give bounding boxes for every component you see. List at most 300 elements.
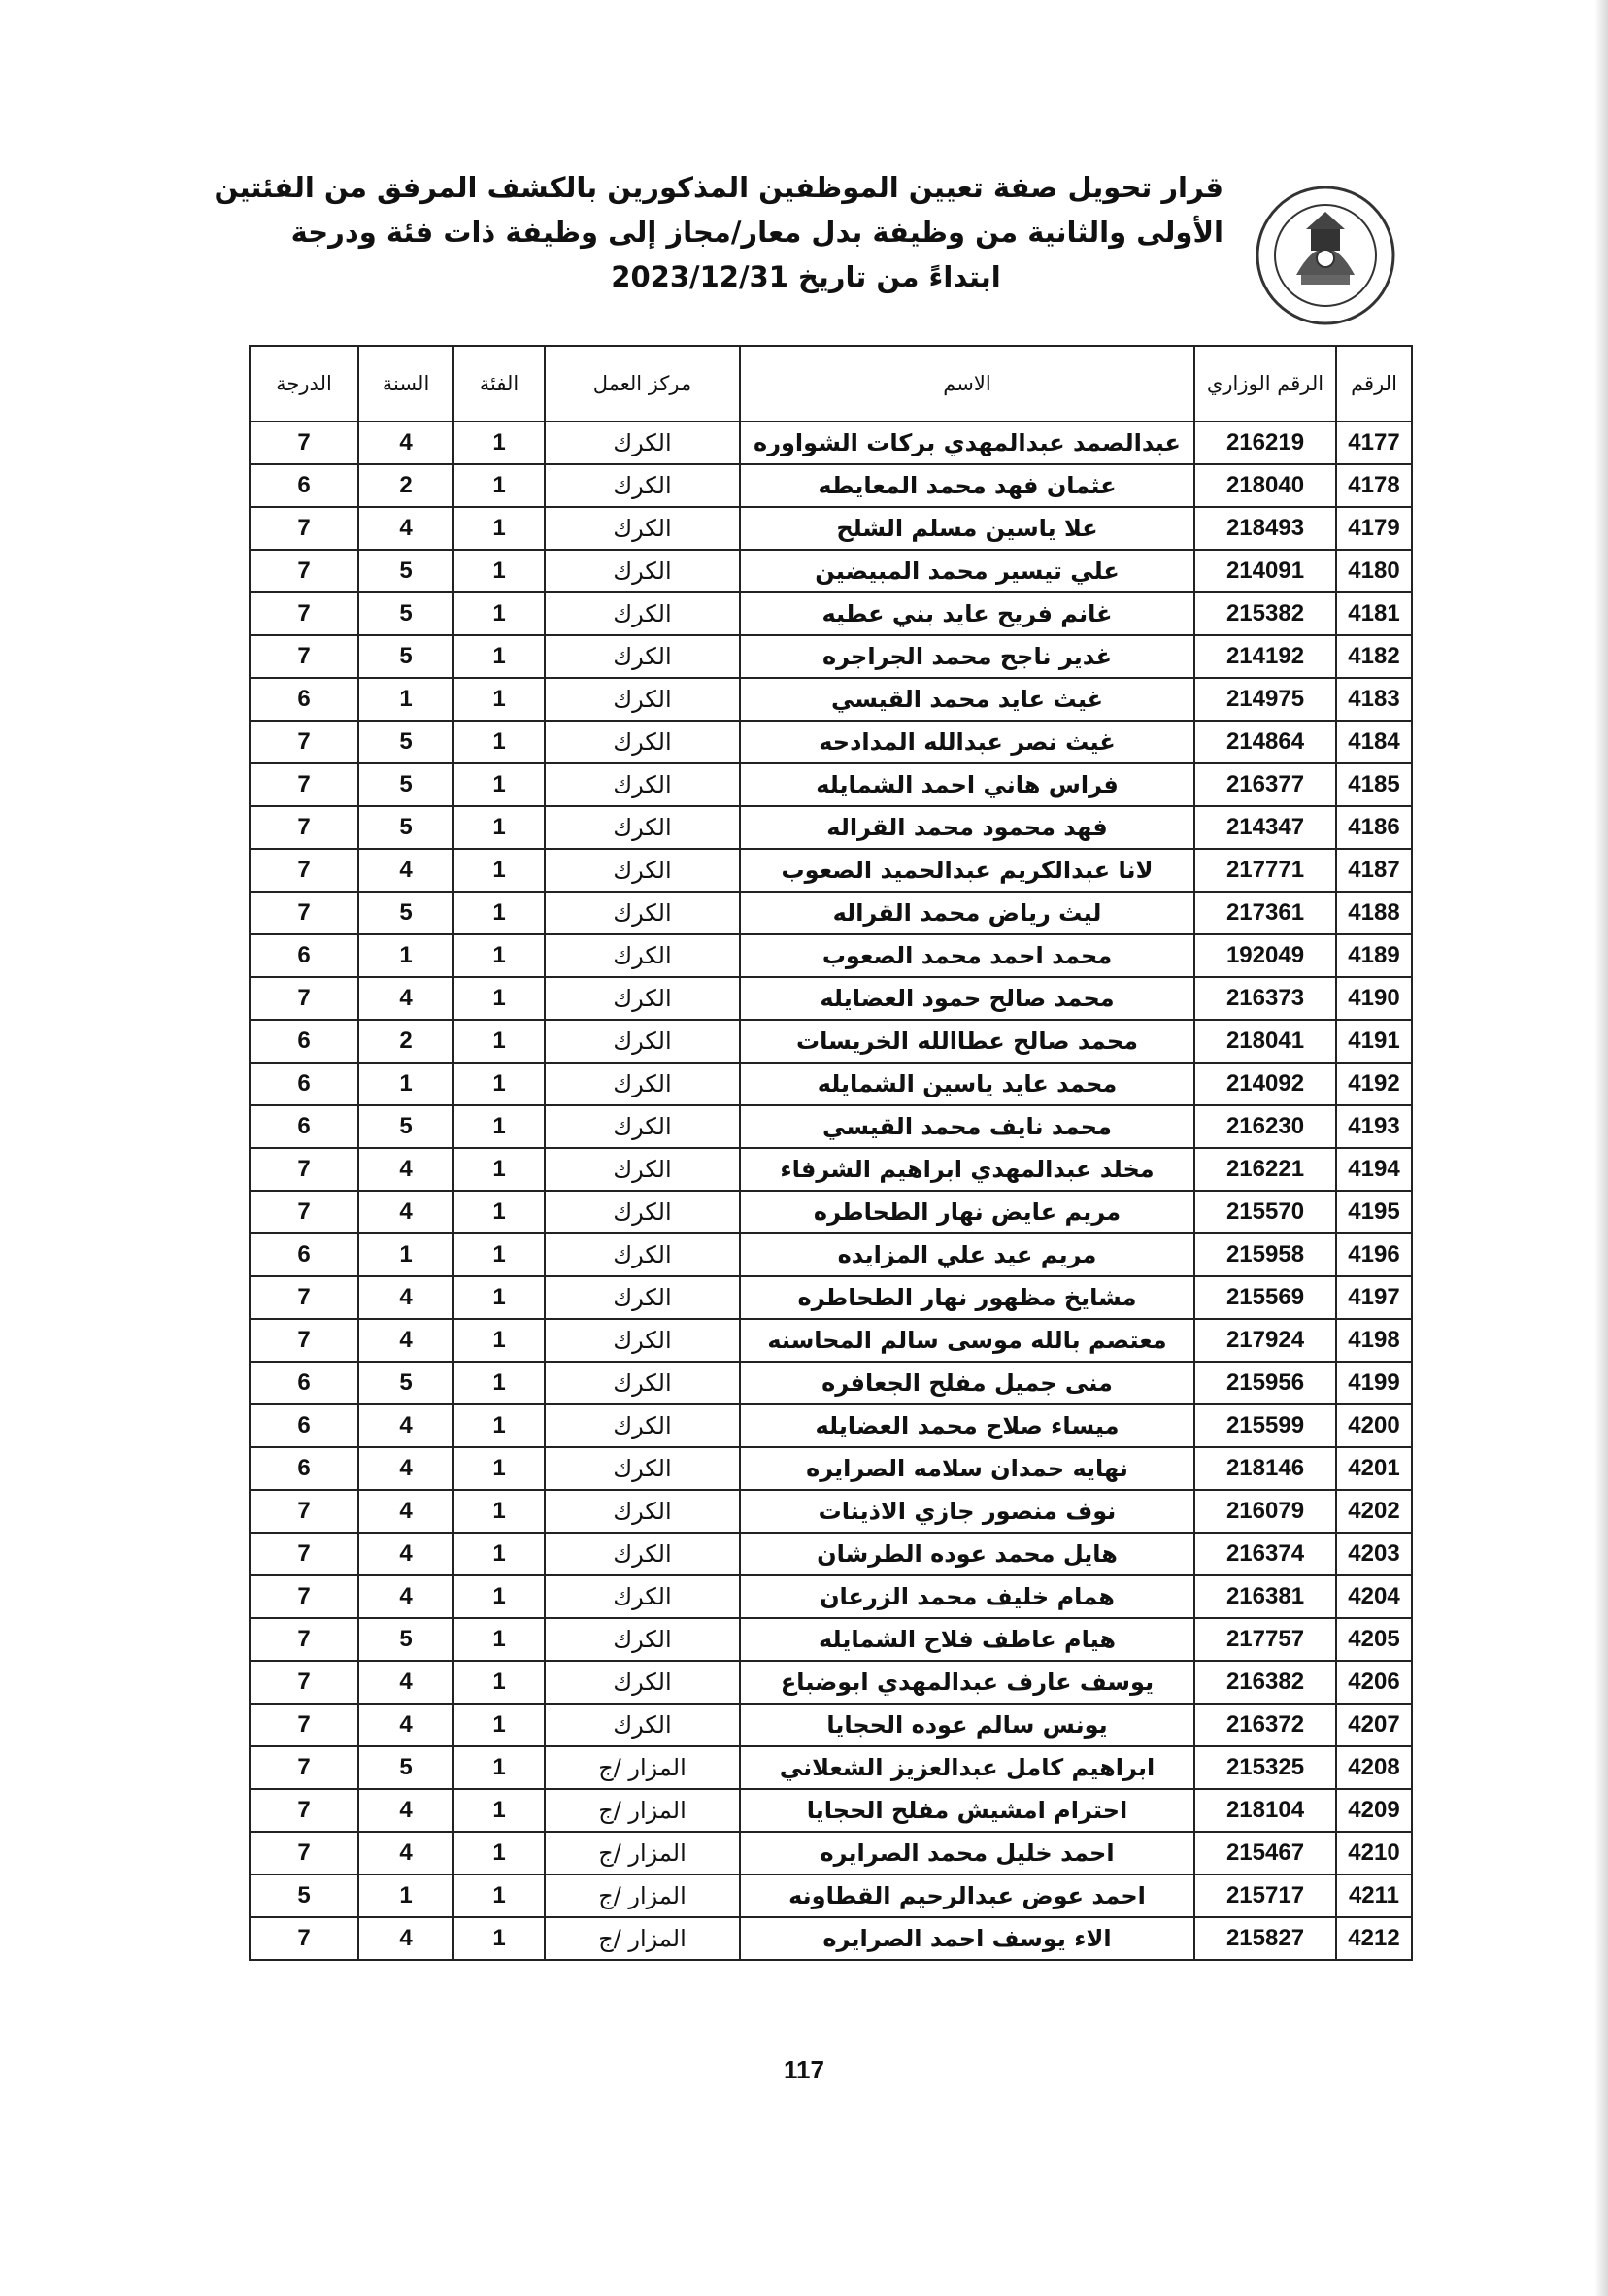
cell-work-center: المزار /ج bbox=[545, 1789, 740, 1832]
cell-number: 4188 bbox=[1336, 892, 1412, 934]
table-row bbox=[250, 1020, 1412, 1063]
cell-work-center: الكرك bbox=[545, 1105, 740, 1148]
cell-work-center: الكرك bbox=[545, 507, 740, 550]
cell-number: 4208 bbox=[1336, 1746, 1412, 1789]
cell-work-center: الكرك bbox=[545, 1404, 740, 1447]
cell-grade: 7 bbox=[250, 763, 358, 806]
cell-grade: 6 bbox=[250, 1063, 358, 1105]
cell-grade: 7 bbox=[250, 635, 358, 678]
cell-ministry-number: 216377 bbox=[1194, 763, 1336, 806]
header-number: الرقم bbox=[1336, 346, 1412, 422]
cell-name: معتصم بالله موسى سالم المحاسنه bbox=[740, 1319, 1194, 1362]
cell-name: فراس هاني احمد الشمايله bbox=[740, 763, 1194, 806]
table-row bbox=[250, 849, 1412, 892]
cell-work-center: الكرك bbox=[545, 1618, 740, 1661]
table-row bbox=[250, 1276, 1412, 1319]
cell-year: 5 bbox=[358, 892, 453, 934]
cell-grade: 7 bbox=[250, 1661, 358, 1704]
table-body bbox=[250, 422, 1412, 1960]
cell-grade: 7 bbox=[250, 550, 358, 592]
cell-work-center: الكرك bbox=[545, 849, 740, 892]
cell-category: 1 bbox=[453, 1148, 545, 1191]
cell-grade: 6 bbox=[250, 1404, 358, 1447]
table-row bbox=[250, 422, 1412, 464]
header-work-center: مركز العمل bbox=[545, 346, 740, 422]
table-row bbox=[250, 806, 1412, 849]
cell-work-center: المزار /ج bbox=[545, 1874, 740, 1917]
cell-grade: 7 bbox=[250, 977, 358, 1020]
cell-work-center: الكرك bbox=[545, 550, 740, 592]
table-row bbox=[250, 892, 1412, 934]
cell-ministry-number: 215958 bbox=[1194, 1233, 1336, 1276]
cell-year: 4 bbox=[358, 1832, 453, 1874]
cell-name: عبدالصمد عبدالمهدي بركات الشواوره bbox=[740, 422, 1194, 464]
cell-name: احمد عوض عبدالرحيم القطاونه bbox=[740, 1874, 1194, 1917]
cell-name: فهد محمود محمد القراله bbox=[740, 806, 1194, 849]
cell-year: 1 bbox=[358, 678, 453, 721]
cell-number: 4180 bbox=[1336, 550, 1412, 592]
cell-name: ليث رياض محمد القراله bbox=[740, 892, 1194, 934]
table-row bbox=[250, 1233, 1412, 1276]
cell-name: محمد احمد محمد الصعوب bbox=[740, 934, 1194, 977]
cell-number: 4198 bbox=[1336, 1319, 1412, 1362]
cell-year: 5 bbox=[358, 592, 453, 635]
cell-year: 4 bbox=[358, 1917, 453, 1960]
cell-category: 1 bbox=[453, 806, 545, 849]
cell-grade: 6 bbox=[250, 1447, 358, 1490]
cell-ministry-number: 214975 bbox=[1194, 678, 1336, 721]
cell-category: 1 bbox=[453, 1618, 545, 1661]
cell-number: 4191 bbox=[1336, 1020, 1412, 1063]
cell-name: غيث نصر عبدالله المدادحه bbox=[740, 721, 1194, 763]
cell-category: 1 bbox=[453, 849, 545, 892]
cell-year: 4 bbox=[358, 1404, 453, 1447]
cell-ministry-number: 214092 bbox=[1194, 1063, 1336, 1105]
cell-name: لانا عبدالكريم عبدالحميد الصعوب bbox=[740, 849, 1194, 892]
table-header-row bbox=[250, 346, 1412, 422]
cell-number: 4201 bbox=[1336, 1447, 1412, 1490]
page-number: 117 bbox=[784, 2055, 824, 2084]
cell-number: 4184 bbox=[1336, 721, 1412, 763]
cell-year: 4 bbox=[358, 1148, 453, 1191]
header-year: السنة bbox=[358, 346, 453, 422]
cell-work-center: الكرك bbox=[545, 1704, 740, 1746]
cell-grade: 6 bbox=[250, 1362, 358, 1404]
cell-name: محمد نايف محمد القيسي bbox=[740, 1105, 1194, 1148]
cell-name: غانم فريح عايد بني عطيه bbox=[740, 592, 1194, 635]
cell-grade: 7 bbox=[250, 507, 358, 550]
cell-number: 4181 bbox=[1336, 592, 1412, 635]
cell-name: منى جميل مفلح الجعافره bbox=[740, 1362, 1194, 1404]
cell-year: 4 bbox=[358, 1319, 453, 1362]
cell-work-center: الكرك bbox=[545, 1533, 740, 1575]
cell-ministry-number: 217361 bbox=[1194, 892, 1336, 934]
cell-number: 4199 bbox=[1336, 1362, 1412, 1404]
cell-work-center: الكرك bbox=[545, 721, 740, 763]
cell-ministry-number: 214347 bbox=[1194, 806, 1336, 849]
cell-category: 1 bbox=[453, 1746, 545, 1789]
cell-category: 1 bbox=[453, 1233, 545, 1276]
cell-ministry-number: 215570 bbox=[1194, 1191, 1336, 1233]
cell-name: مخلد عبدالمهدي ابراهيم الشرفاء bbox=[740, 1148, 1194, 1191]
cell-category: 1 bbox=[453, 977, 545, 1020]
cell-number: 4183 bbox=[1336, 678, 1412, 721]
cell-work-center: الكرك bbox=[545, 1575, 740, 1618]
cell-number: 4211 bbox=[1336, 1874, 1412, 1917]
table-row bbox=[250, 678, 1412, 721]
cell-grade: 6 bbox=[250, 934, 358, 977]
cell-ministry-number: 216230 bbox=[1194, 1105, 1336, 1148]
cell-category: 1 bbox=[453, 1020, 545, 1063]
document-title bbox=[214, 165, 1223, 299]
cell-number: 4209 bbox=[1336, 1789, 1412, 1832]
cell-name: ميساء صلاح محمد العضايله bbox=[740, 1404, 1194, 1447]
table-row bbox=[250, 721, 1412, 763]
cell-ministry-number: 214192 bbox=[1194, 635, 1336, 678]
cell-ministry-number: 218040 bbox=[1194, 464, 1336, 507]
cell-name: الاء يوسف احمد الصرايره bbox=[740, 1917, 1194, 1960]
cell-grade: 7 bbox=[250, 806, 358, 849]
cell-ministry-number: 192049 bbox=[1194, 934, 1336, 977]
cell-category: 1 bbox=[453, 1917, 545, 1960]
cell-name: علي تيسير محمد المبيضين bbox=[740, 550, 1194, 592]
cell-year: 4 bbox=[358, 1575, 453, 1618]
cell-grade: 7 bbox=[250, 1319, 358, 1362]
table-row bbox=[250, 1789, 1412, 1832]
cell-category: 1 bbox=[453, 1404, 545, 1447]
table-row bbox=[250, 1404, 1412, 1447]
cell-number: 4212 bbox=[1336, 1917, 1412, 1960]
table-row bbox=[250, 977, 1412, 1020]
cell-year: 2 bbox=[358, 464, 453, 507]
cell-name: ابراهيم كامل عبدالعزيز الشعلاني bbox=[740, 1746, 1194, 1789]
cell-ministry-number: 218493 bbox=[1194, 507, 1336, 550]
cell-category: 1 bbox=[453, 1575, 545, 1618]
cell-year: 4 bbox=[358, 849, 453, 892]
cell-category: 1 bbox=[453, 763, 545, 806]
cell-number: 4195 bbox=[1336, 1191, 1412, 1233]
table-row bbox=[250, 1063, 1412, 1105]
cell-name: يوسف عارف عبدالمهدي ابوضباع bbox=[740, 1661, 1194, 1704]
cell-ministry-number: 215467 bbox=[1194, 1832, 1336, 1874]
table-row bbox=[250, 1618, 1412, 1661]
cell-name: نهايه حمدان سلامه الصرايره bbox=[740, 1447, 1194, 1490]
table-row bbox=[250, 1704, 1412, 1746]
cell-ministry-number: 216374 bbox=[1194, 1533, 1336, 1575]
cell-name: عثمان فهد محمد المعايطه bbox=[740, 464, 1194, 507]
cell-number: 4205 bbox=[1336, 1618, 1412, 1661]
table-row bbox=[250, 1832, 1412, 1874]
cell-name: محمد صالح عطاالله الخريسات bbox=[740, 1020, 1194, 1063]
cell-work-center: الكرك bbox=[545, 464, 740, 507]
cell-category: 1 bbox=[453, 1319, 545, 1362]
cell-category: 1 bbox=[453, 464, 545, 507]
cell-work-center: الكرك bbox=[545, 1148, 740, 1191]
cell-category: 1 bbox=[453, 592, 545, 635]
cell-ministry-number: 218146 bbox=[1194, 1447, 1336, 1490]
table-row bbox=[250, 1533, 1412, 1575]
cell-category: 1 bbox=[453, 1490, 545, 1533]
table-row bbox=[250, 1917, 1412, 1960]
table-row bbox=[250, 1148, 1412, 1191]
cell-work-center: الكرك bbox=[545, 678, 740, 721]
cell-category: 1 bbox=[453, 1447, 545, 1490]
cell-work-center: الكرك bbox=[545, 934, 740, 977]
table-row bbox=[250, 934, 1412, 977]
cell-year: 4 bbox=[358, 1490, 453, 1533]
cell-grade: 7 bbox=[250, 721, 358, 763]
cell-category: 1 bbox=[453, 1105, 545, 1148]
cell-grade: 7 bbox=[250, 592, 358, 635]
ministry-seal-icon bbox=[1253, 183, 1398, 328]
table-row bbox=[250, 763, 1412, 806]
cell-ministry-number: 216373 bbox=[1194, 977, 1336, 1020]
cell-category: 1 bbox=[453, 721, 545, 763]
cell-grade: 7 bbox=[250, 1618, 358, 1661]
cell-year: 4 bbox=[358, 977, 453, 1020]
title-line-2: الأولى والثانية من وظيفة بدل معار/مجاز إلى وظيفة ذات فئة ودرجة bbox=[290, 216, 1223, 249]
cell-ministry-number: 217771 bbox=[1194, 849, 1336, 892]
cell-category: 1 bbox=[453, 1276, 545, 1319]
cell-category: 1 bbox=[453, 635, 545, 678]
cell-year: 4 bbox=[358, 1661, 453, 1704]
cell-name: احترام امشيش مفلح الحجايا bbox=[740, 1789, 1194, 1832]
cell-name: هيام عاطف فلاح الشمايله bbox=[740, 1618, 1194, 1661]
cell-number: 4204 bbox=[1336, 1575, 1412, 1618]
cell-year: 5 bbox=[358, 806, 453, 849]
cell-number: 4194 bbox=[1336, 1148, 1412, 1191]
cell-grade: 7 bbox=[250, 1917, 358, 1960]
cell-category: 1 bbox=[453, 1191, 545, 1233]
cell-work-center: الكرك bbox=[545, 592, 740, 635]
cell-number: 4207 bbox=[1336, 1704, 1412, 1746]
table-row bbox=[250, 1105, 1412, 1148]
cell-category: 1 bbox=[453, 422, 545, 464]
cell-grade: 7 bbox=[250, 892, 358, 934]
cell-name: محمد عايد ياسين الشمايله bbox=[740, 1063, 1194, 1105]
table-row bbox=[250, 635, 1412, 678]
cell-ministry-number: 215599 bbox=[1194, 1404, 1336, 1447]
cell-ministry-number: 216221 bbox=[1194, 1148, 1336, 1191]
header-name: الاسم bbox=[740, 346, 1194, 422]
cell-name: يونس سالم عوده الحجايا bbox=[740, 1704, 1194, 1746]
cell-grade: 5 bbox=[250, 1874, 358, 1917]
cell-name: غدير ناجح محمد الجراجره bbox=[740, 635, 1194, 678]
cell-ministry-number: 218041 bbox=[1194, 1020, 1336, 1063]
cell-work-center: الكرك bbox=[545, 635, 740, 678]
table-row bbox=[250, 1874, 1412, 1917]
cell-name: هايل محمد عوده الطرشان bbox=[740, 1533, 1194, 1575]
cell-ministry-number: 215382 bbox=[1194, 592, 1336, 635]
cell-ministry-number: 215956 bbox=[1194, 1362, 1336, 1404]
cell-name: غيث عايد محمد القيسي bbox=[740, 678, 1194, 721]
cell-year: 4 bbox=[358, 1276, 453, 1319]
cell-category: 1 bbox=[453, 1874, 545, 1917]
cell-grade: 7 bbox=[250, 1575, 358, 1618]
cell-grade: 7 bbox=[250, 1789, 358, 1832]
cell-year: 5 bbox=[358, 550, 453, 592]
table-row bbox=[250, 1447, 1412, 1490]
cell-year: 5 bbox=[358, 763, 453, 806]
cell-name: احمد خليل محمد الصرايره bbox=[740, 1832, 1194, 1874]
cell-work-center: المزار /ج bbox=[545, 1917, 740, 1960]
table-row bbox=[250, 1661, 1412, 1704]
cell-number: 4192 bbox=[1336, 1063, 1412, 1105]
cell-ministry-number: 215569 bbox=[1194, 1276, 1336, 1319]
cell-name: علا ياسين مسلم الشلح bbox=[740, 507, 1194, 550]
cell-work-center: الكرك bbox=[545, 1490, 740, 1533]
cell-number: 4200 bbox=[1336, 1404, 1412, 1447]
cell-year: 5 bbox=[358, 1362, 453, 1404]
cell-name: محمد صالح حمود العضايله bbox=[740, 977, 1194, 1020]
cell-year: 4 bbox=[358, 422, 453, 464]
title-line-1: قرار تحويل صفة تعيين الموظفين المذكورين بالكشف المرفق من الفئتين bbox=[214, 171, 1223, 204]
cell-number: 4203 bbox=[1336, 1533, 1412, 1575]
header-grade: الدرجة bbox=[250, 346, 358, 422]
cell-year: 1 bbox=[358, 1063, 453, 1105]
cell-work-center: الكرك bbox=[545, 1319, 740, 1362]
cell-year: 1 bbox=[358, 1874, 453, 1917]
cell-category: 1 bbox=[453, 892, 545, 934]
cell-category: 1 bbox=[453, 550, 545, 592]
cell-ministry-number: 216382 bbox=[1194, 1661, 1336, 1704]
cell-work-center: الكرك bbox=[545, 1447, 740, 1490]
cell-year: 5 bbox=[358, 721, 453, 763]
cell-work-center: الكرك bbox=[545, 1276, 740, 1319]
table-row bbox=[250, 1490, 1412, 1533]
cell-ministry-number: 214864 bbox=[1194, 721, 1336, 763]
cell-work-center: الكرك bbox=[545, 422, 740, 464]
cell-name: همام خليف محمد الزرعان bbox=[740, 1575, 1194, 1618]
cell-grade: 6 bbox=[250, 1020, 358, 1063]
header-ministry-number: الرقم الوزاري bbox=[1194, 346, 1336, 422]
cell-work-center: الكرك bbox=[545, 763, 740, 806]
cell-grade: 7 bbox=[250, 1191, 358, 1233]
cell-number: 4185 bbox=[1336, 763, 1412, 806]
cell-year: 5 bbox=[358, 635, 453, 678]
cell-year: 4 bbox=[358, 1447, 453, 1490]
table-row bbox=[250, 1746, 1412, 1789]
document-header bbox=[214, 165, 1398, 359]
cell-grade: 7 bbox=[250, 849, 358, 892]
cell-grade: 7 bbox=[250, 1276, 358, 1319]
cell-category: 1 bbox=[453, 1661, 545, 1704]
cell-number: 4206 bbox=[1336, 1661, 1412, 1704]
cell-name: نوف منصور جازي الاذينات bbox=[740, 1490, 1194, 1533]
cell-ministry-number: 215717 bbox=[1194, 1874, 1336, 1917]
table-row bbox=[250, 592, 1412, 635]
cell-ministry-number: 216381 bbox=[1194, 1575, 1336, 1618]
cell-ministry-number: 217924 bbox=[1194, 1319, 1336, 1362]
cell-year: 4 bbox=[358, 507, 453, 550]
cell-year: 4 bbox=[358, 1704, 453, 1746]
cell-ministry-number: 217757 bbox=[1194, 1618, 1336, 1661]
cell-work-center: الكرك bbox=[545, 1661, 740, 1704]
cell-year: 5 bbox=[358, 1105, 453, 1148]
cell-year: 5 bbox=[358, 1746, 453, 1789]
cell-grade: 7 bbox=[250, 422, 358, 464]
title-line-3: ابتداءً من تاريخ 2023/12/31 bbox=[611, 260, 1001, 293]
cell-grade: 6 bbox=[250, 1233, 358, 1276]
cell-year: 5 bbox=[358, 1618, 453, 1661]
cell-work-center: الكرك bbox=[545, 1020, 740, 1063]
cell-work-center: الكرك bbox=[545, 1233, 740, 1276]
cell-ministry-number: 216219 bbox=[1194, 422, 1336, 464]
cell-number: 4178 bbox=[1336, 464, 1412, 507]
cell-ministry-number: 218104 bbox=[1194, 1789, 1336, 1832]
cell-name: مريم عيد علي المزايده bbox=[740, 1233, 1194, 1276]
cell-category: 1 bbox=[453, 1704, 545, 1746]
cell-category: 1 bbox=[453, 1063, 545, 1105]
table-row bbox=[250, 550, 1412, 592]
cell-number: 4186 bbox=[1336, 806, 1412, 849]
cell-grade: 7 bbox=[250, 1832, 358, 1874]
cell-year: 1 bbox=[358, 934, 453, 977]
cell-year: 1 bbox=[358, 1233, 453, 1276]
page-edge-shadow bbox=[1594, 0, 1608, 2296]
cell-year: 4 bbox=[358, 1789, 453, 1832]
cell-grade: 6 bbox=[250, 1105, 358, 1148]
cell-year: 2 bbox=[358, 1020, 453, 1063]
cell-number: 4197 bbox=[1336, 1276, 1412, 1319]
cell-grade: 7 bbox=[250, 1704, 358, 1746]
cell-ministry-number: 216372 bbox=[1194, 1704, 1336, 1746]
cell-ministry-number: 215325 bbox=[1194, 1746, 1336, 1789]
cell-number: 4179 bbox=[1336, 507, 1412, 550]
table-row bbox=[250, 1191, 1412, 1233]
cell-grade: 6 bbox=[250, 464, 358, 507]
cell-work-center: الكرك bbox=[545, 806, 740, 849]
cell-grade: 7 bbox=[250, 1533, 358, 1575]
cell-category: 1 bbox=[453, 1832, 545, 1874]
cell-ministry-number: 216079 bbox=[1194, 1490, 1336, 1533]
cell-ministry-number: 215827 bbox=[1194, 1917, 1336, 1960]
table-row bbox=[250, 1362, 1412, 1404]
cell-category: 1 bbox=[453, 1362, 545, 1404]
header-category: الفئة bbox=[453, 346, 545, 422]
cell-category: 1 bbox=[453, 678, 545, 721]
employees-table bbox=[249, 345, 1413, 1961]
cell-work-center: المزار /ج bbox=[545, 1832, 740, 1874]
cell-year: 4 bbox=[358, 1191, 453, 1233]
cell-grade: 7 bbox=[250, 1148, 358, 1191]
cell-number: 4202 bbox=[1336, 1490, 1412, 1533]
cell-number: 4190 bbox=[1336, 977, 1412, 1020]
cell-category: 1 bbox=[453, 1533, 545, 1575]
cell-number: 4187 bbox=[1336, 849, 1412, 892]
cell-number: 4189 bbox=[1336, 934, 1412, 977]
cell-number: 4196 bbox=[1336, 1233, 1412, 1276]
cell-work-center: الكرك bbox=[545, 1063, 740, 1105]
cell-grade: 7 bbox=[250, 1490, 358, 1533]
cell-category: 1 bbox=[453, 507, 545, 550]
cell-year: 4 bbox=[358, 1533, 453, 1575]
table-row bbox=[250, 1319, 1412, 1362]
table-row bbox=[250, 507, 1412, 550]
cell-grade: 7 bbox=[250, 1746, 358, 1789]
cell-grade: 6 bbox=[250, 678, 358, 721]
cell-number: 4182 bbox=[1336, 635, 1412, 678]
cell-work-center: المزار /ج bbox=[545, 1746, 740, 1789]
cell-work-center: الكرك bbox=[545, 1362, 740, 1404]
table-row bbox=[250, 1575, 1412, 1618]
cell-number: 4177 bbox=[1336, 422, 1412, 464]
cell-work-center: الكرك bbox=[545, 977, 740, 1020]
cell-name: مريم عايض نهار الطحاطره bbox=[740, 1191, 1194, 1233]
cell-number: 4210 bbox=[1336, 1832, 1412, 1874]
cell-number: 4193 bbox=[1336, 1105, 1412, 1148]
table-row bbox=[250, 464, 1412, 507]
